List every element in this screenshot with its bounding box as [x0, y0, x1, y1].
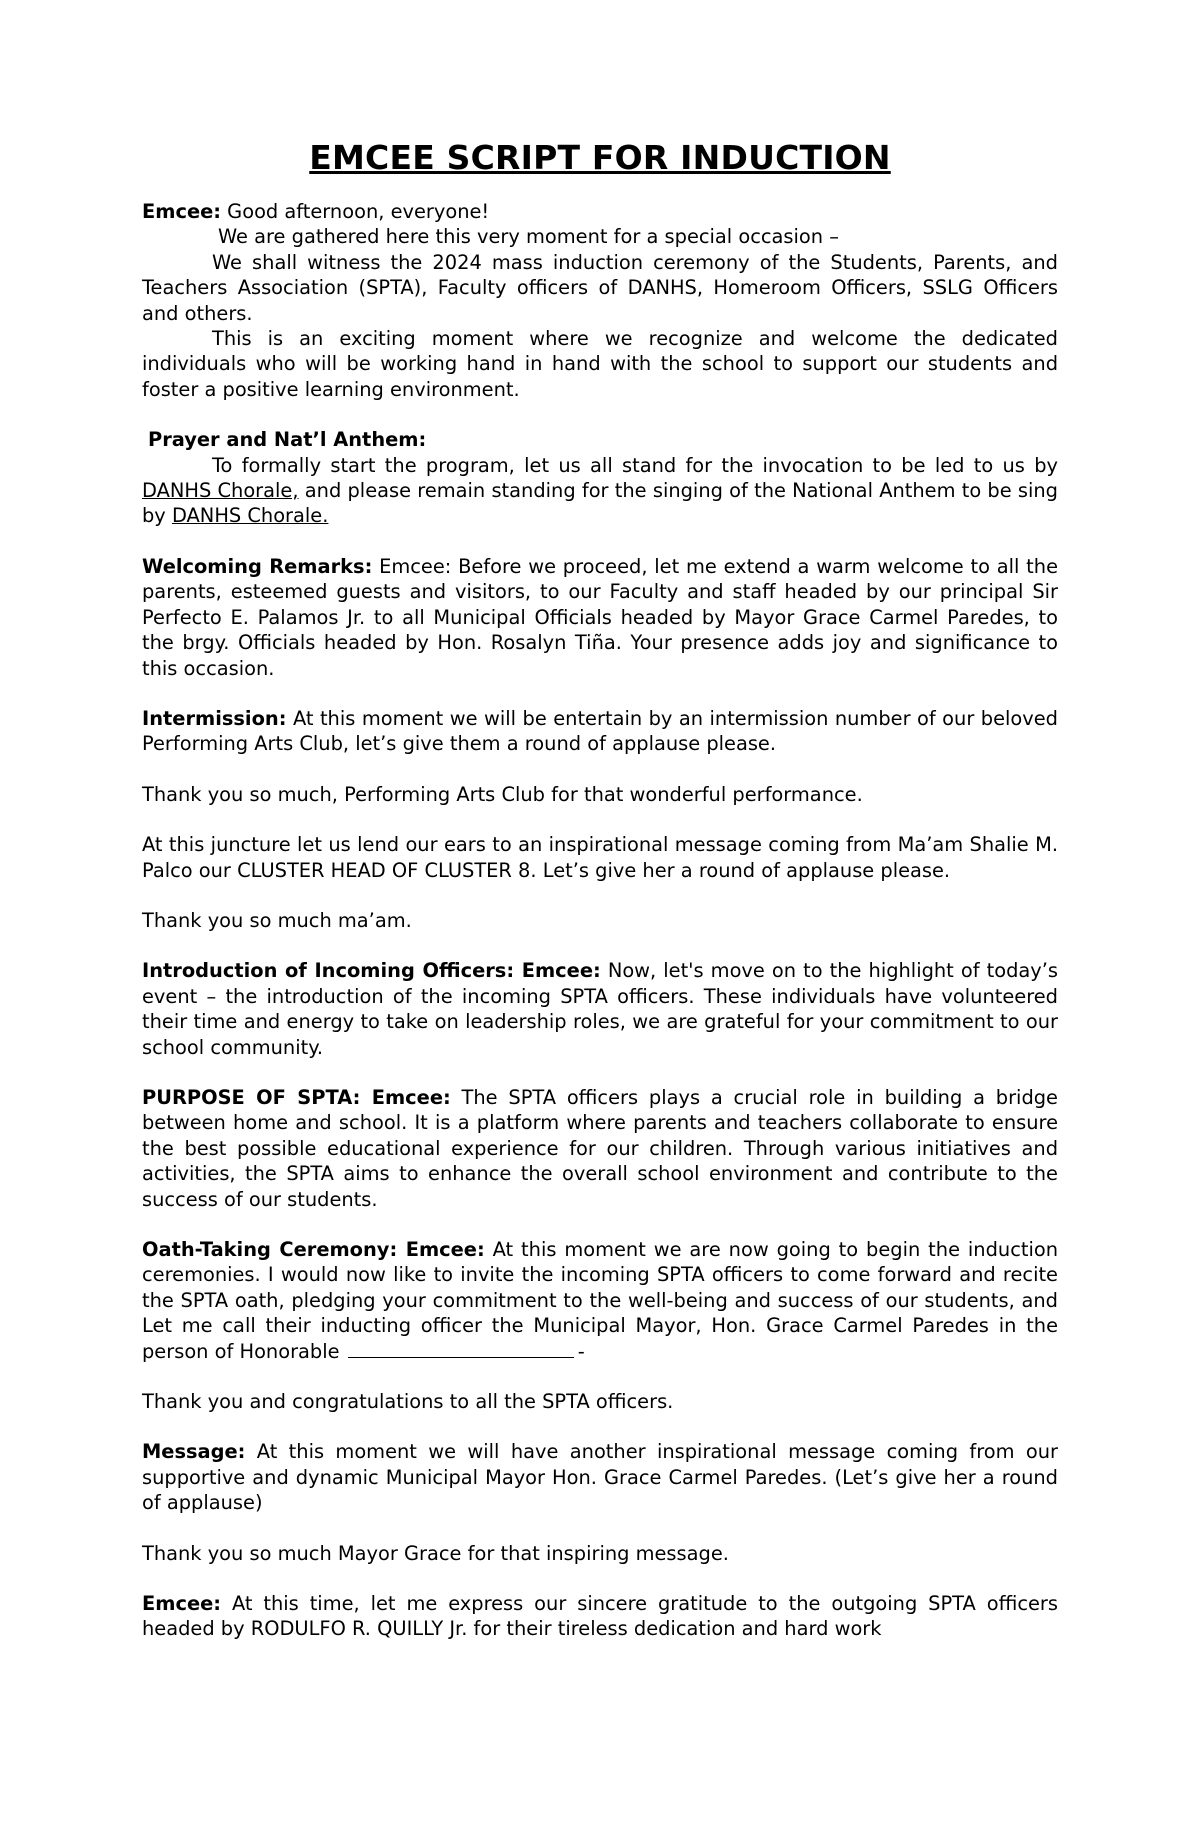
opening-paragraph	[142, 199, 1058, 224]
message-paragraph	[142, 1439, 1058, 1515]
introduction-paragraph	[142, 958, 1058, 1060]
recognize-line: This is an exciting moment where we recognize and welcome the dedicated individuals who will be working hand in hand with the school to support our students and foster a positive learning environment.	[142, 327, 1058, 401]
message-label: Message:	[142, 1440, 246, 1464]
closing-emcee-label: Emcee:	[142, 1592, 222, 1616]
juncture-paragraph: At this juncture let us lend our ears to an inspirational message coming from Ma’am Shalie M. Palco our CLUSTER HEAD OF CLUSTER 8. Let’s give her a round of applause please.	[142, 833, 1058, 882]
oath-label: Oath-Taking Ceremony: Emcee:	[142, 1238, 485, 1261]
closing-text: At this time, let me express our sincere gratitude to the outgoing SPTA officers headed by RODULFO R. QUILLY Jr. for their tireless dedication and hard work	[142, 1592, 1058, 1641]
emcee-label: Emcee:	[142, 200, 222, 223]
prayer-text-b: and please remain standing for the singing of the National Anthem to be sing by	[142, 479, 1058, 528]
document-title: EMCEE SCRIPT FOR INDUCTION	[309, 138, 891, 177]
occasion-line: We are gathered here this very moment for a special occasion –	[218, 225, 839, 249]
intermission-label: Intermission:	[142, 706, 287, 730]
chorale-link-invocation: DANHS Chorale,	[142, 479, 299, 503]
purpose-label: PURPOSE OF SPTA: Emcee:	[142, 1085, 451, 1109]
oath-text: At this moment we are now going to begin the induction ceremonies. I would now like to invite the incoming SPTA officers to come forward and recite the SPTA oath, pledging your commitment to the well-being and success of our students, and Let me call their inducting officer the Municipal Mayor, Hon. Grace Carmel Paredes in the person of Honorable	[142, 1238, 1058, 1363]
oath-paragraph	[142, 1237, 1058, 1364]
welcome-text: Emcee: Before we proceed, let me extend a warm welcome to all the parents, esteemed guests and visitors, to our Faculty and staff headed by our principal Sir Perfecto E. Palamos Jr. to all Municipal Officials headed by Mayor Grace Carmel Paredes, to the brgy. Officials headed by Hon. Rosalyn Tiña. Your presence adds joy and significance to this occasion.	[142, 554, 1058, 680]
introduction-text: Now, let's move on to the highlight of today’s event – the introduction of the incoming SPTA officers. These individuals have volunteered their time and energy to take on leadership roles, we are grateful for your commitment to our school community.	[142, 959, 1058, 1059]
witness-line: We shall witness the 2024 mass induction ceremony of the Students, Parents, and Teachers Association (SPTA), Faculty officers of DANHS, Homeroom Officers, SSLG Officers and others.	[142, 250, 1058, 325]
greeting-text: Good afternoon, everyone!	[221, 200, 490, 223]
intermission-paragraph	[142, 706, 1058, 757]
chorale-link-anthem: DANHS Chorale.	[171, 504, 329, 528]
purpose-text: The SPTA officers plays a crucial role in building a bridge between home and school. It is a platform where parents and teachers collaborate to ensure the best possible educational experience for our children. Through various initiatives and activities, the SPTA aims to enhance the overall school environment and contribute to the success of our students.	[142, 1085, 1058, 1211]
prayer-paragraph	[142, 453, 1058, 529]
thanks-mayor-paragraph: Thank you so much Mayor Grace for that inspiring message.	[142, 1541, 729, 1565]
message-text: At this moment we will have another inspirational message coming from our supportive and dynamic Municipal Mayor Hon. Grace Carmel Paredes. (Let’s give her a round of applause)	[142, 1440, 1058, 1515]
closing-paragraph	[142, 1591, 1058, 1642]
thanks-maam-paragraph: Thank you so much ma’am.	[142, 908, 412, 932]
purpose-paragraph	[142, 1085, 1058, 1212]
prayer-text-a: To formally start the program, let us all stand for the invocation to be led to us by	[212, 453, 1058, 477]
welcome-paragraph	[142, 554, 1058, 681]
thanks-club-paragraph: Thank you so much, Performing Arts Club for that wonderful performance.	[142, 782, 863, 806]
welcome-label: Welcoming Remarks:	[142, 554, 373, 578]
intermission-text: At this moment we will be entertain by an intermission number of our beloved Performing Arts Club, let’s give them a round of applause please.	[142, 706, 1058, 756]
thanks-officers-paragraph: Thank you and congratulations to all the SPTA officers.	[142, 1390, 674, 1414]
introduction-label: Introduction of Incoming Officers: Emcee:	[142, 959, 601, 983]
honorable-name-blank	[348, 1339, 574, 1358]
prayer-heading	[142, 427, 1058, 452]
prayer-heading-label: Prayer and Nat’l Anthem:	[148, 428, 427, 452]
oath-suffix: -	[577, 1339, 585, 1363]
